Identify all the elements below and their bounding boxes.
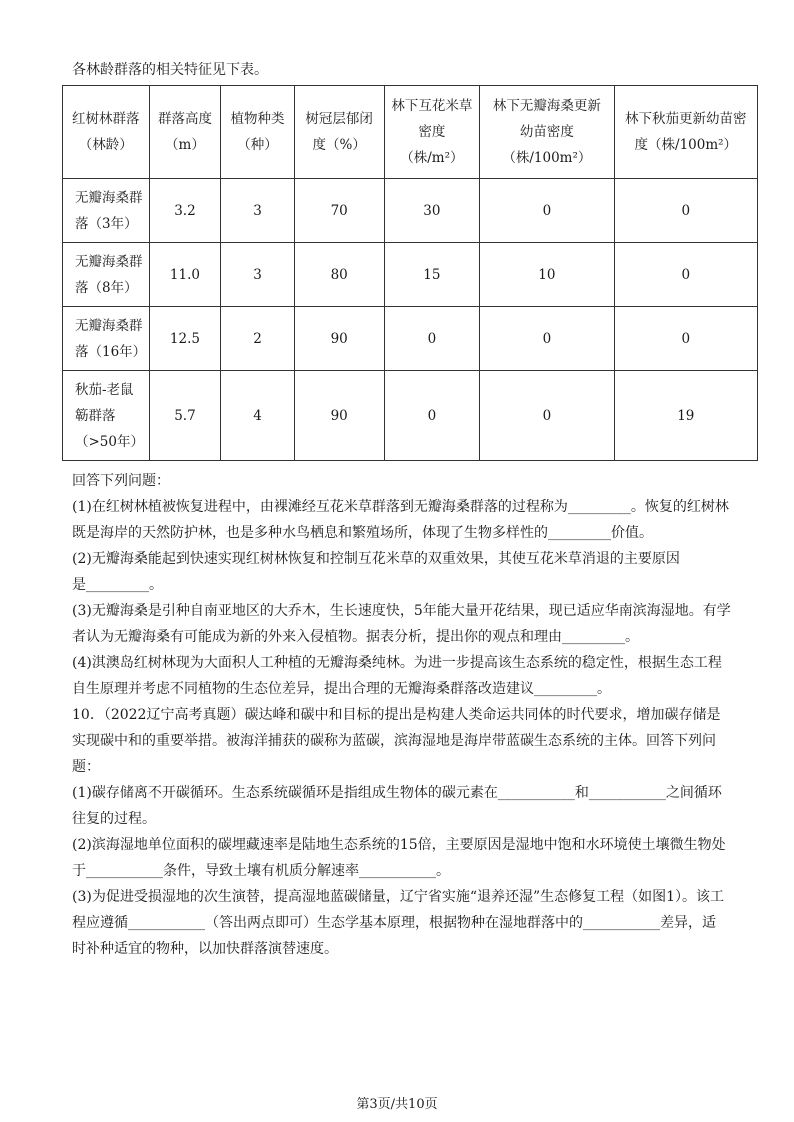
table-cell: 30 xyxy=(384,179,480,243)
question-text xyxy=(72,468,732,962)
table-cell: 15 xyxy=(384,243,480,307)
header-sonneratia-seedlings: 林下无瓣海桑更新幼苗密度（株/100m²） xyxy=(480,86,614,179)
table-cell: 0 xyxy=(480,371,614,461)
text-line: 实现碳中和的重要举措。被海洋捕获的碳称为蓝碳，滨海湿地是海岸带蓝碳生态系统的主体。回答下列问 xyxy=(72,733,716,749)
table-cell: 0 xyxy=(480,307,614,371)
community-table xyxy=(62,85,758,461)
text-line: (3)为促进受损湿地的次生演替，提高湿地蓝碳储量，辽宁省实施“退养还湿”生态修复工程（如图1）。该工 xyxy=(72,889,725,905)
text-line: 是_________。 xyxy=(72,577,163,593)
page-footer: 第3页/共10页 xyxy=(356,1097,438,1112)
text-line: 往复的过程。 xyxy=(72,811,156,827)
table-cell: 4 xyxy=(221,371,294,461)
text-line: (1)在红树林植被恢复进程中，由裸滩经互花米草群落到无瓣海桑群落的过程称为_________。恢复的红树林 xyxy=(72,499,729,515)
table-cell: 2 xyxy=(221,307,294,371)
table-cell: 0 xyxy=(614,307,757,371)
table-cell: 5.7 xyxy=(149,371,221,461)
text-line: (2)无瓣海桑能起到快速实现红树林恢复和控制互花米草的双重效果，其使互花米草消退的主要原因 xyxy=(72,551,680,567)
table-row xyxy=(63,179,758,243)
header-kandelia-seedlings: 林下秋茄更新幼苗密度（株/100m²） xyxy=(614,86,757,179)
table-cell: 3.2 xyxy=(149,179,221,243)
table-cell: 70 xyxy=(294,179,384,243)
table-cell: 90 xyxy=(294,371,384,461)
header-canopy: 树冠层郁闭度（%） xyxy=(294,86,384,179)
table-cell: 0 xyxy=(384,371,480,461)
table-cell: 19 xyxy=(614,371,757,461)
table-header-row xyxy=(63,86,758,179)
table-cell: 无瓣海桑群落（3年） xyxy=(63,179,150,243)
table-cell: 90 xyxy=(294,307,384,371)
text-line: 10．（2022辽宁高考真题）碳达峰和碳中和目标的提出是构建人类命运共同体的时代要求，增加碳存储是 xyxy=(72,707,721,723)
header-community: 红树林群落（林龄） xyxy=(63,86,150,179)
table-cell: 0 xyxy=(384,307,480,371)
table-cell: 11.0 xyxy=(149,243,221,307)
table-row xyxy=(63,243,758,307)
text-line: 回答下列问题： xyxy=(72,473,170,489)
table-cell: 10 xyxy=(480,243,614,307)
text-line: 时补种适宜的物种，以加快群落演替速度。 xyxy=(72,941,338,957)
table-row xyxy=(63,371,758,461)
table-cell: 秋茄-老鼠簕群落（>50年） xyxy=(63,371,150,461)
table-cell: 无瓣海桑群落（16年） xyxy=(63,307,150,371)
text-line: 题： xyxy=(72,759,100,775)
text-line: (3)无瓣海桑是引种自南亚地区的大乔木，生长速度快，5年能大量开花结果，现已适应华南滨海湿地。有学 xyxy=(72,603,731,619)
text-line: (4)淇澳岛红树林现为大面积人工种植的无瓣海桑纯林。为进一步提高该生态系统的稳定性，根据生态工程 xyxy=(72,655,722,671)
text-line: (2)滨海湿地单位面积的碳埋藏速率是陆地生态系统的15倍，主要原因是湿地中饱和水环境使土壤微生物处 xyxy=(72,837,726,853)
table-cell: 无瓣海桑群落（8年） xyxy=(63,243,150,307)
table-cell: 3 xyxy=(221,179,294,243)
header-spartina-density: 林下互花米草密度（株/m²） xyxy=(384,86,480,179)
table-cell: 0 xyxy=(614,243,757,307)
table-cell: 12.5 xyxy=(149,307,221,371)
text-line: 者认为无瓣海桑有可能成为新的外来入侵植物。据表分析，提出你的观点和理由_________。 xyxy=(72,629,639,645)
header-species: 植物种类（种） xyxy=(221,86,294,179)
text-line: 程应遵循___________（答出两点即可）生态学基本原理，根据物种在湿地群落中的___________差异，适 xyxy=(72,915,716,931)
table-row xyxy=(63,307,758,371)
header-height: 群落高度（m） xyxy=(149,86,221,179)
text-line: (1)碳存储离不开碳循环。生态系统碳循环是指组成生物体的碳元素在___________和___________之间循环 xyxy=(72,785,722,801)
text-line: 于___________条件，导致土壤有机质分解速率___________。 xyxy=(72,863,450,879)
table-cell: 0 xyxy=(614,179,757,243)
text-line: 既是海岸的天然防护林，也是多种水鸟栖息和繁殖场所，体现了生物多样性的_________价值。 xyxy=(72,525,653,541)
table-cell: 3 xyxy=(221,243,294,307)
table-cell: 80 xyxy=(294,243,384,307)
table-cell: 0 xyxy=(480,179,614,243)
text-line: 自生原理并考虑不同植物的生态位差异，提出合理的无瓣海桑群落改造建议_________。 xyxy=(72,681,611,697)
intro-text: 各林龄群落的相关特征见下表。 xyxy=(72,62,268,78)
